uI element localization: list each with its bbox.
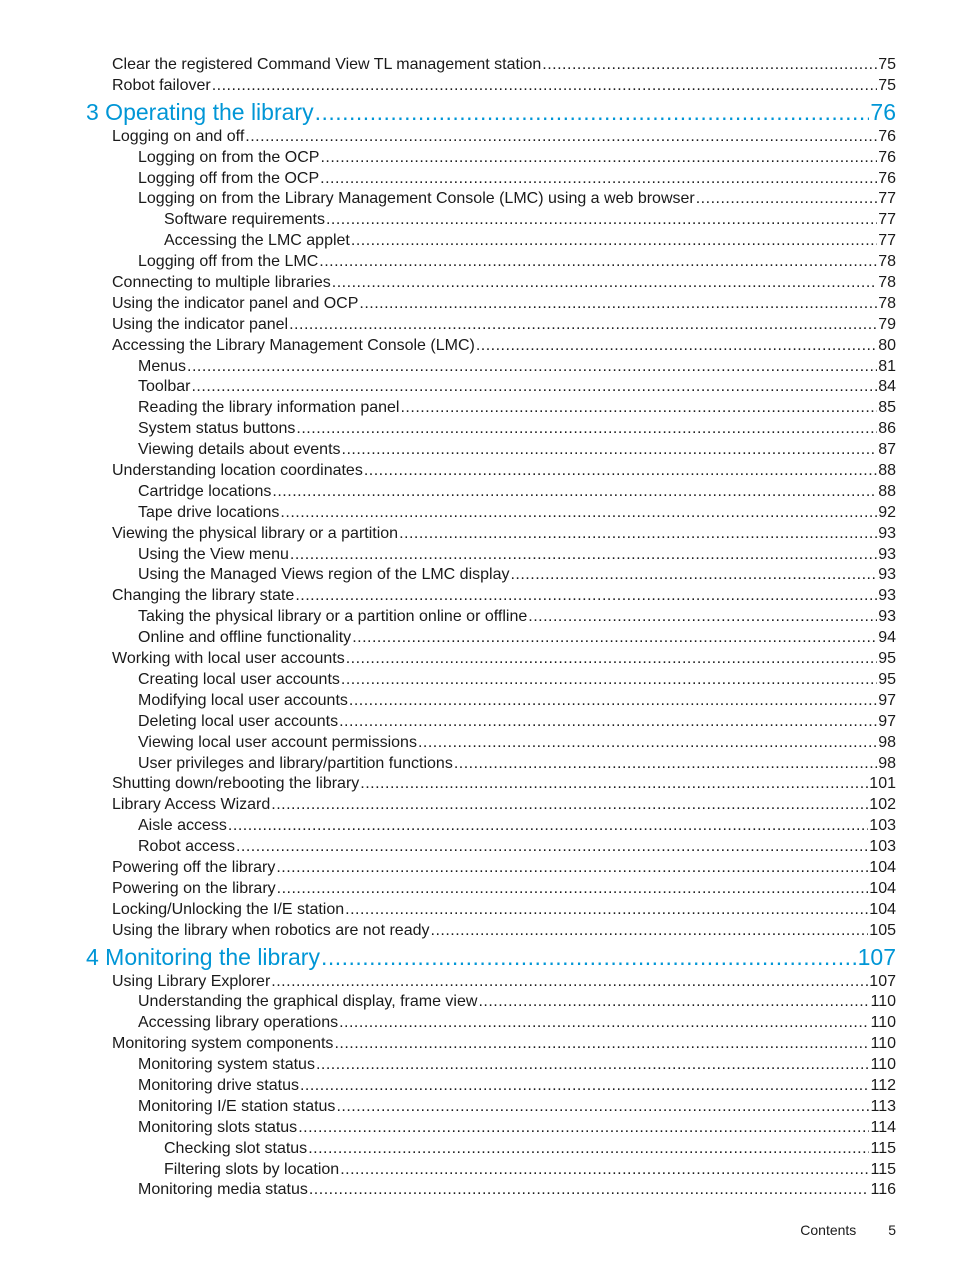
dot-leader xyxy=(476,336,877,357)
dot-leader xyxy=(340,1160,869,1181)
dot-leader xyxy=(478,992,869,1013)
toc-entry-title: Logging off from the OCP xyxy=(138,169,320,187)
footer-page-number: 5 xyxy=(888,1222,896,1238)
dot-leader xyxy=(399,524,877,545)
toc-entry-page: 80 xyxy=(878,336,896,354)
toc-entry-page: 78 xyxy=(878,253,896,271)
toc-entry-title: Powering on the library xyxy=(112,879,276,897)
toc-entry-page: 77 xyxy=(878,211,896,229)
toc-entry-page: 78 xyxy=(878,274,896,292)
toc-entry[interactable] xyxy=(0,992,954,1013)
toc-entry-title: Changing the library state xyxy=(112,587,295,605)
toc-entry-page: 92 xyxy=(878,503,896,521)
toc-entry-page: 115 xyxy=(870,1160,896,1178)
toc-entry-title: Monitoring slots status xyxy=(138,1118,298,1136)
toc-entry-page: 76 xyxy=(878,169,896,187)
toc-entry-page: 84 xyxy=(878,378,896,396)
toc-entry-title: Checking slot status xyxy=(164,1139,308,1157)
toc-entry[interactable] xyxy=(0,649,954,670)
table-of-contents xyxy=(0,55,954,1201)
toc-entry-title: Cartridge locations xyxy=(138,482,272,500)
toc-chapter-entry[interactable] xyxy=(0,97,954,127)
toc-entry-page: 113 xyxy=(870,1097,896,1115)
toc-entry-page: 110 xyxy=(870,1035,896,1053)
toc-entry[interactable] xyxy=(0,586,954,607)
toc-entry[interactable] xyxy=(0,336,954,357)
toc-entry[interactable] xyxy=(0,1097,954,1118)
toc-entry-page: 110 xyxy=(870,1056,896,1074)
toc-entry[interactable] xyxy=(0,691,954,712)
dot-leader xyxy=(191,377,877,398)
toc-entry[interactable] xyxy=(0,1055,954,1076)
toc-entry-title: Tape drive locations xyxy=(138,503,280,521)
dot-leader xyxy=(309,1180,870,1201)
toc-entry-page: 107 xyxy=(869,972,896,990)
toc-entry-page: 102 xyxy=(869,796,896,814)
toc-entry-page: 77 xyxy=(878,190,896,208)
toc-entry[interactable] xyxy=(0,795,954,816)
toc-entry-title: Robot access xyxy=(138,838,235,856)
toc-entry[interactable] xyxy=(0,127,954,148)
dot-leader xyxy=(342,440,878,461)
toc-entry-page: 104 xyxy=(869,858,896,876)
toc-entry[interactable] xyxy=(0,1180,954,1201)
toc-entry-title: Using the indicator panel and OCP xyxy=(112,294,359,312)
toc-entry-page: 97 xyxy=(878,712,896,730)
toc-entry-title: Using the View menu xyxy=(138,545,289,563)
page-footer xyxy=(800,1222,896,1238)
dot-leader xyxy=(351,231,877,252)
toc-entry[interactable] xyxy=(0,503,954,524)
toc-entry-title: Using Library Explorer xyxy=(112,972,271,990)
toc-entry-title: Filtering slots by location xyxy=(164,1160,340,1178)
toc-entry[interactable] xyxy=(0,210,954,231)
toc-entry-title: Understanding location coordinates xyxy=(112,462,363,480)
dot-leader xyxy=(352,628,877,649)
toc-entry-title: Working with local user accounts xyxy=(112,650,345,668)
toc-entry-title: Connecting to multiple libraries xyxy=(112,274,331,292)
dot-leader xyxy=(276,858,868,879)
toc-entry[interactable] xyxy=(0,754,954,775)
toc-entry[interactable] xyxy=(0,1034,954,1055)
toc-entry-title: Monitoring media status xyxy=(138,1181,308,1199)
toc-entry-title: Locking/Unlocking the I/E station xyxy=(112,900,345,918)
toc-entry-title: Deleting local user accounts xyxy=(138,712,339,730)
toc-entry-page: 85 xyxy=(878,399,896,417)
toc-entry-title: 4 Monitoring the library xyxy=(86,943,320,970)
toc-entry[interactable] xyxy=(0,628,954,649)
toc-entry[interactable] xyxy=(0,461,954,482)
toc-entry[interactable] xyxy=(0,419,954,440)
toc-entry-title: Toolbar xyxy=(138,378,191,396)
toc-entry[interactable] xyxy=(0,169,954,190)
toc-entry[interactable] xyxy=(0,972,954,993)
toc-entry-page: 81 xyxy=(878,357,896,375)
toc-entry-page: 107 xyxy=(857,943,896,970)
dot-leader xyxy=(280,503,877,524)
toc-entry[interactable] xyxy=(0,55,954,76)
toc-entry[interactable] xyxy=(0,837,954,858)
toc-entry-title: Logging on from the OCP xyxy=(138,148,320,166)
toc-entry[interactable] xyxy=(0,273,954,294)
toc-entry[interactable] xyxy=(0,774,954,795)
dot-leader xyxy=(187,357,877,378)
toc-entry-page: 93 xyxy=(878,587,896,605)
toc-entry-title: Viewing the physical library or a partition xyxy=(112,524,399,542)
toc-entry-title: Reading the library information panel xyxy=(138,399,400,417)
dot-leader xyxy=(272,482,877,503)
dot-leader xyxy=(212,76,877,97)
dot-leader xyxy=(336,1097,869,1118)
dot-leader xyxy=(454,754,877,775)
toc-entry-title: Using the Managed Views region of the LMC display xyxy=(138,566,510,584)
dot-leader xyxy=(296,419,877,440)
dot-leader xyxy=(245,127,877,148)
toc-entry-title: Monitoring drive status xyxy=(138,1076,299,1094)
dot-leader xyxy=(349,691,877,712)
dot-leader xyxy=(696,189,877,210)
toc-entry-page: 116 xyxy=(870,1181,896,1199)
toc-entry-page: 98 xyxy=(878,733,896,751)
toc-entry-title: Logging on from the Library Management Console (LMC) using a web browser xyxy=(138,190,695,208)
dot-leader xyxy=(510,565,877,586)
toc-entry-page: 112 xyxy=(870,1076,896,1094)
dot-leader xyxy=(315,97,870,127)
dot-leader xyxy=(359,294,877,315)
toc-entry-page: 97 xyxy=(878,691,896,709)
toc-entry-page: 79 xyxy=(878,315,896,333)
toc-entry-title: Creating local user accounts xyxy=(138,670,340,688)
toc-entry-page: 88 xyxy=(878,462,896,480)
toc-entry[interactable] xyxy=(0,900,954,921)
toc-entry-title: Online and offline functionality xyxy=(138,629,352,647)
dot-leader xyxy=(316,1055,870,1076)
toc-entry-title: Robot failover xyxy=(112,76,211,94)
toc-entry-title: Monitoring system components xyxy=(112,1035,334,1053)
dot-leader xyxy=(341,670,877,691)
dot-leader xyxy=(364,461,877,482)
toc-entry-page: 76 xyxy=(878,148,896,166)
toc-entry-page: 95 xyxy=(878,670,896,688)
toc-entry-title: Modifying local user accounts xyxy=(138,691,348,709)
toc-chapter-entry[interactable] xyxy=(0,942,954,972)
toc-entry-page: 93 xyxy=(878,608,896,626)
toc-entry-page: 103 xyxy=(869,838,896,856)
dot-leader xyxy=(400,398,877,419)
toc-entry-page: 93 xyxy=(878,524,896,542)
toc-entry[interactable] xyxy=(0,879,954,900)
toc-entry-title: Library Access Wizard xyxy=(112,796,271,814)
toc-entry-page: 75 xyxy=(878,76,896,94)
dot-leader xyxy=(319,252,877,273)
toc-entry-page: 94 xyxy=(878,629,896,647)
toc-entry[interactable] xyxy=(0,524,954,545)
toc-entry-page: 110 xyxy=(870,1014,896,1032)
dot-leader xyxy=(339,712,877,733)
dot-leader xyxy=(326,210,877,231)
toc-entry-page: 93 xyxy=(878,545,896,563)
toc-entry[interactable] xyxy=(0,712,954,733)
toc-entry[interactable] xyxy=(0,1139,954,1160)
toc-entry-title: Clear the registered Command View TL management station xyxy=(112,56,542,73)
dot-leader xyxy=(431,921,869,942)
toc-entry-title: Monitoring I/E station status xyxy=(138,1097,336,1115)
toc-entry[interactable] xyxy=(0,1160,954,1181)
toc-entry-page: 95 xyxy=(878,650,896,668)
dot-leader xyxy=(339,1013,869,1034)
toc-entry[interactable] xyxy=(0,76,954,97)
toc-entry[interactable] xyxy=(0,858,954,879)
dot-leader xyxy=(542,55,877,76)
toc-entry-page: 114 xyxy=(870,1118,896,1136)
dot-leader xyxy=(320,169,877,190)
toc-entry-page: 105 xyxy=(869,921,896,939)
toc-entry-page: 93 xyxy=(878,566,896,584)
toc-entry-title: Shutting down/rebooting the library xyxy=(112,775,360,793)
toc-entry-title: Software requirements xyxy=(164,211,325,229)
toc-entry-page: 101 xyxy=(869,775,896,793)
toc-entry[interactable] xyxy=(0,148,954,169)
toc-entry-title: Viewing details about events xyxy=(138,441,341,459)
toc-entry[interactable] xyxy=(0,1076,954,1097)
dot-leader xyxy=(360,774,868,795)
toc-entry-title: Using the library when robotics are not ready xyxy=(112,921,430,939)
toc-entry-page: 76 xyxy=(878,127,896,145)
dot-leader xyxy=(271,795,868,816)
toc-entry[interactable] xyxy=(0,440,954,461)
dot-leader xyxy=(321,942,857,972)
dot-leader xyxy=(289,315,877,336)
toc-entry-title: Viewing local user account permissions xyxy=(138,733,417,751)
toc-entry[interactable] xyxy=(0,294,954,315)
dot-leader xyxy=(228,816,868,837)
toc-entry-title: Monitoring system status xyxy=(138,1056,315,1074)
toc-entry-title: Aisle access xyxy=(138,817,227,835)
toc-entry-title: Taking the physical library or a partition online or offline xyxy=(138,608,528,626)
toc-entry[interactable] xyxy=(0,921,954,942)
dot-leader xyxy=(332,273,877,294)
dot-leader xyxy=(290,545,877,566)
toc-entry-page: 77 xyxy=(878,232,896,250)
toc-entry[interactable] xyxy=(0,816,954,837)
toc-entry[interactable] xyxy=(0,607,954,628)
dot-leader xyxy=(300,1076,870,1097)
dot-leader xyxy=(334,1034,869,1055)
toc-entry[interactable] xyxy=(0,670,954,691)
toc-entry-page: 104 xyxy=(869,900,896,918)
toc-entry-page: 76 xyxy=(870,98,896,125)
toc-entry-page: 104 xyxy=(869,879,896,897)
toc-entry-page: 115 xyxy=(870,1139,896,1157)
toc-entry-page: 88 xyxy=(878,482,896,500)
toc-entry-title: Accessing the LMC applet xyxy=(164,232,350,250)
toc-entry[interactable] xyxy=(0,189,954,210)
toc-entry-title: Logging off from the LMC xyxy=(138,253,319,271)
toc-entry-page: 75 xyxy=(878,56,896,73)
toc-entry[interactable] xyxy=(0,1013,954,1034)
dot-leader xyxy=(271,972,868,993)
toc-entry[interactable] xyxy=(0,398,954,419)
toc-entry-page: 78 xyxy=(878,294,896,312)
toc-entry[interactable] xyxy=(0,482,954,503)
toc-entry-title: Menus xyxy=(138,357,187,375)
toc-entry[interactable] xyxy=(0,252,954,273)
dot-leader xyxy=(236,837,868,858)
toc-entry-title: Powering off the library xyxy=(112,858,276,876)
toc-entry[interactable] xyxy=(0,1118,954,1139)
toc-entry-page: 87 xyxy=(878,441,896,459)
toc-entry-title: Logging on and off xyxy=(112,127,245,145)
toc-entry[interactable] xyxy=(0,315,954,336)
toc-entry-title: System status buttons xyxy=(138,420,296,438)
dot-leader xyxy=(528,607,877,628)
toc-entry-page: 98 xyxy=(878,754,896,772)
toc-entry[interactable] xyxy=(0,545,954,566)
toc-entry-title: Understanding the graphical display, frame view xyxy=(138,993,478,1011)
toc-entry[interactable] xyxy=(0,377,954,398)
toc-entry[interactable] xyxy=(0,357,954,378)
dot-leader xyxy=(345,900,868,921)
toc-entry-title: User privileges and library/partition functions xyxy=(138,754,453,772)
dot-leader xyxy=(308,1139,869,1160)
dot-leader xyxy=(295,586,877,607)
toc-entry-page: 86 xyxy=(878,420,896,438)
toc-entry[interactable] xyxy=(0,565,954,586)
dot-leader xyxy=(298,1118,869,1139)
dot-leader xyxy=(320,148,877,169)
dot-leader xyxy=(346,649,878,670)
toc-entry[interactable] xyxy=(0,733,954,754)
toc-entry-title: Accessing library operations xyxy=(138,1014,339,1032)
toc-entry-title: Using the indicator panel xyxy=(112,315,289,333)
dot-leader xyxy=(418,733,877,754)
toc-entry-title: Accessing the Library Management Console (LMC) xyxy=(112,336,475,354)
dot-leader xyxy=(277,879,869,900)
footer-label: Contents xyxy=(800,1222,857,1238)
toc-entry-page: 103 xyxy=(869,817,896,835)
toc-entry-title: 3 Operating the library xyxy=(86,98,314,125)
toc-entry[interactable] xyxy=(0,231,954,252)
toc-entry-page: 110 xyxy=(870,993,896,1011)
